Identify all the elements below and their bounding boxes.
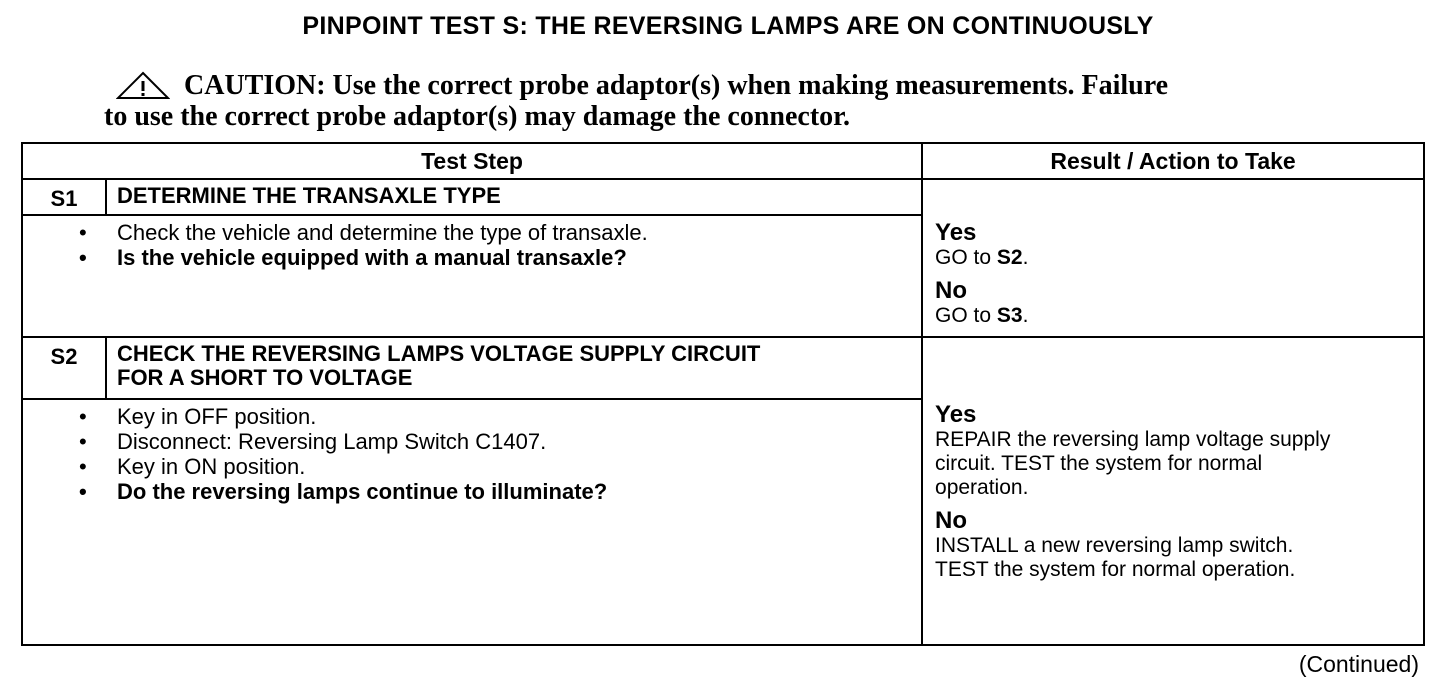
step-question: • Do the reversing lamps continue to illuminate? — [117, 479, 911, 504]
caution-notice — [104, 70, 1334, 132]
step-body-s2 — [22, 399, 922, 645]
result-text: TEST the system for normal operation. — [935, 558, 1296, 581]
pinpoint-test-table — [21, 142, 1425, 646]
step-question: • Is the vehicle equipped with a manual transaxle? — [117, 245, 911, 270]
result-text: circuit. TEST the system for normal — [935, 452, 1263, 475]
answer-no: No — [935, 277, 968, 304]
result-text: GO to S2. — [935, 246, 1029, 269]
step-title-line: FOR A SHORT TO VOLTAGE — [117, 365, 413, 390]
continued-label: (Continued) — [1298, 651, 1419, 677]
caution-line-2: to use the correct probe adaptor(s) may damage the connector. — [104, 101, 851, 132]
result-text: REPAIR the reversing lamp voltage supply — [935, 428, 1331, 451]
step-title-s2 — [106, 337, 922, 399]
answer-yes: Yes — [935, 219, 977, 246]
result-text: GO to S3. — [935, 304, 1029, 327]
page-title: PINPOINT TEST S: THE REVERSING LAMPS ARE ON CONTINUOUSLY — [302, 12, 1154, 40]
answer-no: No — [935, 507, 968, 534]
result-text: operation. — [935, 476, 1029, 499]
step-bullet: • Disconnect: Reversing Lamp Switch C1407. — [117, 429, 911, 454]
step-title-line: DETERMINE THE TRANSAXLE TYPE — [117, 183, 501, 208]
step-bullet: • Key in OFF position. — [117, 404, 911, 429]
step-bullet: • Check the vehicle and determine the type of transaxle. — [117, 220, 911, 245]
header-test-step: Test Step — [22, 143, 922, 179]
result-s1 — [922, 179, 1424, 337]
step-body-s1 — [22, 215, 922, 337]
answer-yes: Yes — [935, 401, 977, 428]
warning-triangle-icon — [116, 71, 170, 101]
result-s2 — [922, 337, 1424, 645]
step-title-line: CHECK THE REVERSING LAMPS VOLTAGE SUPPLY CIRCUIT — [117, 341, 761, 366]
header-result: Result / Action to Take — [922, 143, 1424, 179]
step-bullet: • Key in ON position. — [117, 454, 911, 479]
step-id-s1: S1 — [22, 179, 106, 215]
step-id-s2: S2 — [22, 337, 106, 399]
step-title-s1 — [106, 179, 922, 215]
caution-line-1: CAUTION: Use the correct probe adaptor(s) when making measurements. Failure — [184, 70, 1169, 101]
result-text: INSTALL a new reversing lamp switch. — [935, 534, 1294, 557]
